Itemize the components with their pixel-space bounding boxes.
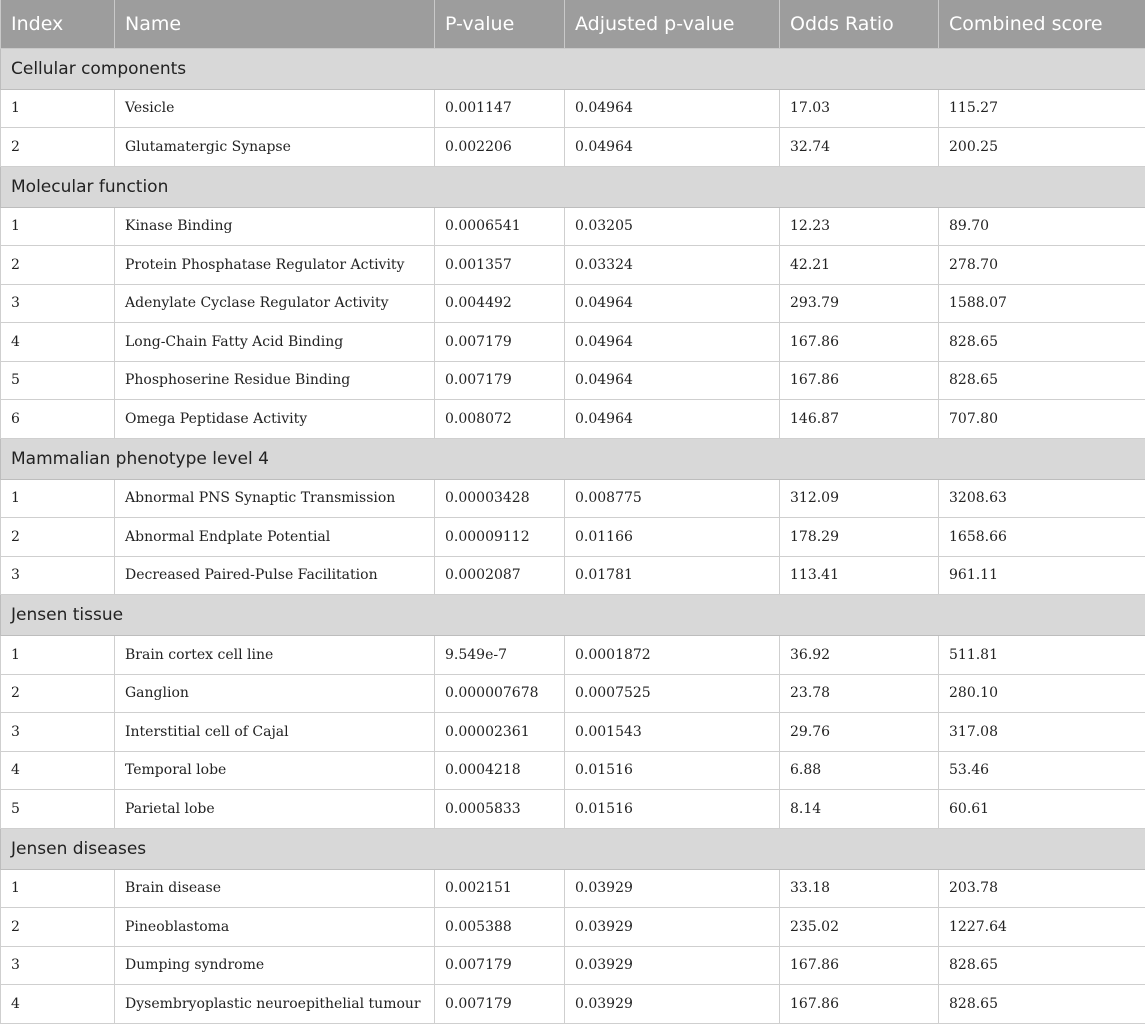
cell-combined-score: 89.70 bbox=[939, 207, 1145, 246]
cell-index: 5 bbox=[1, 361, 115, 400]
table-row bbox=[1, 323, 1145, 362]
cell-p-value: 0.004492 bbox=[435, 284, 565, 323]
header-odds-ratio: Odds Ratio bbox=[780, 0, 939, 48]
cell-odds-ratio: 167.86 bbox=[780, 361, 939, 400]
header-name: Name bbox=[115, 0, 435, 48]
section-row bbox=[1, 48, 1145, 89]
table-row bbox=[1, 361, 1145, 400]
cell-name: Decreased Paired-Pulse Facilitation bbox=[115, 556, 435, 595]
cell-p-value: 0.001357 bbox=[435, 246, 565, 285]
cell-index: 4 bbox=[1, 323, 115, 362]
cell-odds-ratio: 6.88 bbox=[780, 751, 939, 790]
cell-odds-ratio: 32.74 bbox=[780, 128, 939, 167]
cell-name: Parietal lobe bbox=[115, 790, 435, 829]
cell-p-value: 0.00003428 bbox=[435, 479, 565, 518]
cell-odds-ratio: 178.29 bbox=[780, 518, 939, 557]
table-row bbox=[1, 284, 1145, 323]
table-row bbox=[1, 128, 1145, 167]
cell-adjusted-p-value: 0.01516 bbox=[565, 790, 780, 829]
cell-p-value: 0.0005833 bbox=[435, 790, 565, 829]
cell-adjusted-p-value: 0.0007525 bbox=[565, 674, 780, 713]
cell-combined-score: 280.10 bbox=[939, 674, 1145, 713]
cell-adjusted-p-value: 0.008775 bbox=[565, 479, 780, 518]
cell-name: Glutamatergic Synapse bbox=[115, 128, 435, 167]
cell-name: Kinase Binding bbox=[115, 207, 435, 246]
cell-p-value: 0.007179 bbox=[435, 361, 565, 400]
cell-name: Omega Peptidase Activity bbox=[115, 400, 435, 439]
cell-adjusted-p-value: 0.04964 bbox=[565, 128, 780, 167]
cell-p-value: 9.549e-7 bbox=[435, 636, 565, 675]
cell-odds-ratio: 167.86 bbox=[780, 323, 939, 362]
table-row bbox=[1, 985, 1145, 1024]
cell-p-value: 0.007179 bbox=[435, 323, 565, 362]
cell-index: 3 bbox=[1, 556, 115, 595]
cell-odds-ratio: 146.87 bbox=[780, 400, 939, 439]
cell-index: 6 bbox=[1, 400, 115, 439]
cell-name: Adenylate Cyclase Regulator Activity bbox=[115, 284, 435, 323]
cell-name: Phosphoserine Residue Binding bbox=[115, 361, 435, 400]
cell-name: Interstitial cell of Cajal bbox=[115, 713, 435, 752]
cell-combined-score: 317.08 bbox=[939, 713, 1145, 752]
cell-odds-ratio: 42.21 bbox=[780, 246, 939, 285]
cell-adjusted-p-value: 0.03929 bbox=[565, 946, 780, 985]
table-row bbox=[1, 869, 1145, 908]
cell-adjusted-p-value: 0.01781 bbox=[565, 556, 780, 595]
section-title: Cellular components bbox=[1, 48, 1145, 89]
table-row bbox=[1, 556, 1145, 595]
cell-adjusted-p-value: 0.001543 bbox=[565, 713, 780, 752]
header-adjusted-p-value: Adjusted p-value bbox=[565, 0, 780, 48]
cell-adjusted-p-value: 0.03205 bbox=[565, 207, 780, 246]
cell-adjusted-p-value: 0.04964 bbox=[565, 284, 780, 323]
section-row bbox=[1, 828, 1145, 869]
cell-combined-score: 60.61 bbox=[939, 790, 1145, 829]
table-row bbox=[1, 751, 1145, 790]
cell-name: Dysembryoplastic neuroepithelial tumour bbox=[115, 985, 435, 1024]
table-header bbox=[1, 0, 1145, 48]
table-row bbox=[1, 790, 1145, 829]
cell-adjusted-p-value: 0.04964 bbox=[565, 89, 780, 128]
cell-odds-ratio: 312.09 bbox=[780, 479, 939, 518]
cell-index: 1 bbox=[1, 207, 115, 246]
cell-p-value: 0.007179 bbox=[435, 985, 565, 1024]
cell-p-value: 0.002206 bbox=[435, 128, 565, 167]
table-row bbox=[1, 908, 1145, 947]
header-combined-score: Combined score bbox=[939, 0, 1145, 48]
cell-index: 1 bbox=[1, 869, 115, 908]
cell-adjusted-p-value: 0.0001872 bbox=[565, 636, 780, 675]
cell-combined-score: 115.27 bbox=[939, 89, 1145, 128]
cell-odds-ratio: 33.18 bbox=[780, 869, 939, 908]
cell-combined-score: 278.70 bbox=[939, 246, 1145, 285]
cell-index: 2 bbox=[1, 128, 115, 167]
cell-index: 4 bbox=[1, 985, 115, 1024]
cell-p-value: 0.007179 bbox=[435, 946, 565, 985]
cell-odds-ratio: 12.23 bbox=[780, 207, 939, 246]
cell-p-value: 0.00002361 bbox=[435, 713, 565, 752]
cell-index: 1 bbox=[1, 636, 115, 675]
cell-index: 5 bbox=[1, 790, 115, 829]
cell-p-value: 0.002151 bbox=[435, 869, 565, 908]
cell-name: Protein Phosphatase Regulator Activity bbox=[115, 246, 435, 285]
cell-p-value: 0.000007678 bbox=[435, 674, 565, 713]
cell-p-value: 0.001147 bbox=[435, 89, 565, 128]
section-title: Mammalian phenotype level 4 bbox=[1, 438, 1145, 479]
cell-index: 1 bbox=[1, 479, 115, 518]
cell-combined-score: 1227.64 bbox=[939, 908, 1145, 947]
cell-name: Dumping syndrome bbox=[115, 946, 435, 985]
cell-index: 1 bbox=[1, 89, 115, 128]
cell-combined-score: 828.65 bbox=[939, 985, 1145, 1024]
header-p-value: P-value bbox=[435, 0, 565, 48]
section-row bbox=[1, 595, 1145, 636]
table-body bbox=[1, 48, 1145, 1023]
table-row bbox=[1, 946, 1145, 985]
cell-combined-score: 1658.66 bbox=[939, 518, 1145, 557]
cell-odds-ratio: 23.78 bbox=[780, 674, 939, 713]
cell-p-value: 0.008072 bbox=[435, 400, 565, 439]
section-title: Molecular function bbox=[1, 166, 1145, 207]
section-title: Jensen tissue bbox=[1, 595, 1145, 636]
cell-index: 2 bbox=[1, 908, 115, 947]
table-row bbox=[1, 479, 1145, 518]
cell-odds-ratio: 8.14 bbox=[780, 790, 939, 829]
cell-name: Ganglion bbox=[115, 674, 435, 713]
cell-combined-score: 1588.07 bbox=[939, 284, 1145, 323]
cell-index: 2 bbox=[1, 518, 115, 557]
cell-index: 2 bbox=[1, 246, 115, 285]
cell-name: Long-Chain Fatty Acid Binding bbox=[115, 323, 435, 362]
cell-combined-score: 707.80 bbox=[939, 400, 1145, 439]
cell-name: Brain disease bbox=[115, 869, 435, 908]
cell-odds-ratio: 235.02 bbox=[780, 908, 939, 947]
table-row bbox=[1, 674, 1145, 713]
cell-adjusted-p-value: 0.03929 bbox=[565, 985, 780, 1024]
cell-index: 4 bbox=[1, 751, 115, 790]
section-row bbox=[1, 438, 1145, 479]
cell-name: Vesicle bbox=[115, 89, 435, 128]
cell-combined-score: 511.81 bbox=[939, 636, 1145, 675]
cell-name: Abnormal PNS Synaptic Transmission bbox=[115, 479, 435, 518]
cell-adjusted-p-value: 0.04964 bbox=[565, 400, 780, 439]
table-row bbox=[1, 89, 1145, 128]
cell-combined-score: 828.65 bbox=[939, 323, 1145, 362]
cell-p-value: 0.0004218 bbox=[435, 751, 565, 790]
cell-odds-ratio: 29.76 bbox=[780, 713, 939, 752]
cell-index: 3 bbox=[1, 713, 115, 752]
cell-index: 3 bbox=[1, 946, 115, 985]
cell-combined-score: 53.46 bbox=[939, 751, 1145, 790]
cell-adjusted-p-value: 0.01166 bbox=[565, 518, 780, 557]
cell-p-value: 0.0006541 bbox=[435, 207, 565, 246]
cell-p-value: 0.00009112 bbox=[435, 518, 565, 557]
cell-adjusted-p-value: 0.03324 bbox=[565, 246, 780, 285]
cell-adjusted-p-value: 0.03929 bbox=[565, 908, 780, 947]
table-row bbox=[1, 636, 1145, 675]
cell-index: 3 bbox=[1, 284, 115, 323]
cell-p-value: 0.005388 bbox=[435, 908, 565, 947]
cell-adjusted-p-value: 0.01516 bbox=[565, 751, 780, 790]
cell-odds-ratio: 293.79 bbox=[780, 284, 939, 323]
cell-name: Pineoblastoma bbox=[115, 908, 435, 947]
cell-combined-score: 200.25 bbox=[939, 128, 1145, 167]
cell-name: Abnormal Endplate Potential bbox=[115, 518, 435, 557]
cell-combined-score: 961.11 bbox=[939, 556, 1145, 595]
cell-name: Temporal lobe bbox=[115, 751, 435, 790]
cell-adjusted-p-value: 0.04964 bbox=[565, 361, 780, 400]
table-row bbox=[1, 207, 1145, 246]
section-row bbox=[1, 166, 1145, 207]
cell-combined-score: 3208.63 bbox=[939, 479, 1145, 518]
table-row bbox=[1, 400, 1145, 439]
cell-name: Brain cortex cell line bbox=[115, 636, 435, 675]
header-row bbox=[1, 0, 1145, 48]
cell-odds-ratio: 167.86 bbox=[780, 985, 939, 1024]
table-row bbox=[1, 246, 1145, 285]
cell-p-value: 0.0002087 bbox=[435, 556, 565, 595]
cell-odds-ratio: 167.86 bbox=[780, 946, 939, 985]
cell-combined-score: 828.65 bbox=[939, 361, 1145, 400]
cell-index: 2 bbox=[1, 674, 115, 713]
cell-combined-score: 828.65 bbox=[939, 946, 1145, 985]
cell-odds-ratio: 17.03 bbox=[780, 89, 939, 128]
cell-odds-ratio: 113.41 bbox=[780, 556, 939, 595]
cell-adjusted-p-value: 0.03929 bbox=[565, 869, 780, 908]
table-row bbox=[1, 518, 1145, 557]
header-index: Index bbox=[1, 0, 115, 48]
cell-combined-score: 203.78 bbox=[939, 869, 1145, 908]
section-title: Jensen diseases bbox=[1, 828, 1145, 869]
cell-odds-ratio: 36.92 bbox=[780, 636, 939, 675]
cell-adjusted-p-value: 0.04964 bbox=[565, 323, 780, 362]
table-row bbox=[1, 713, 1145, 752]
